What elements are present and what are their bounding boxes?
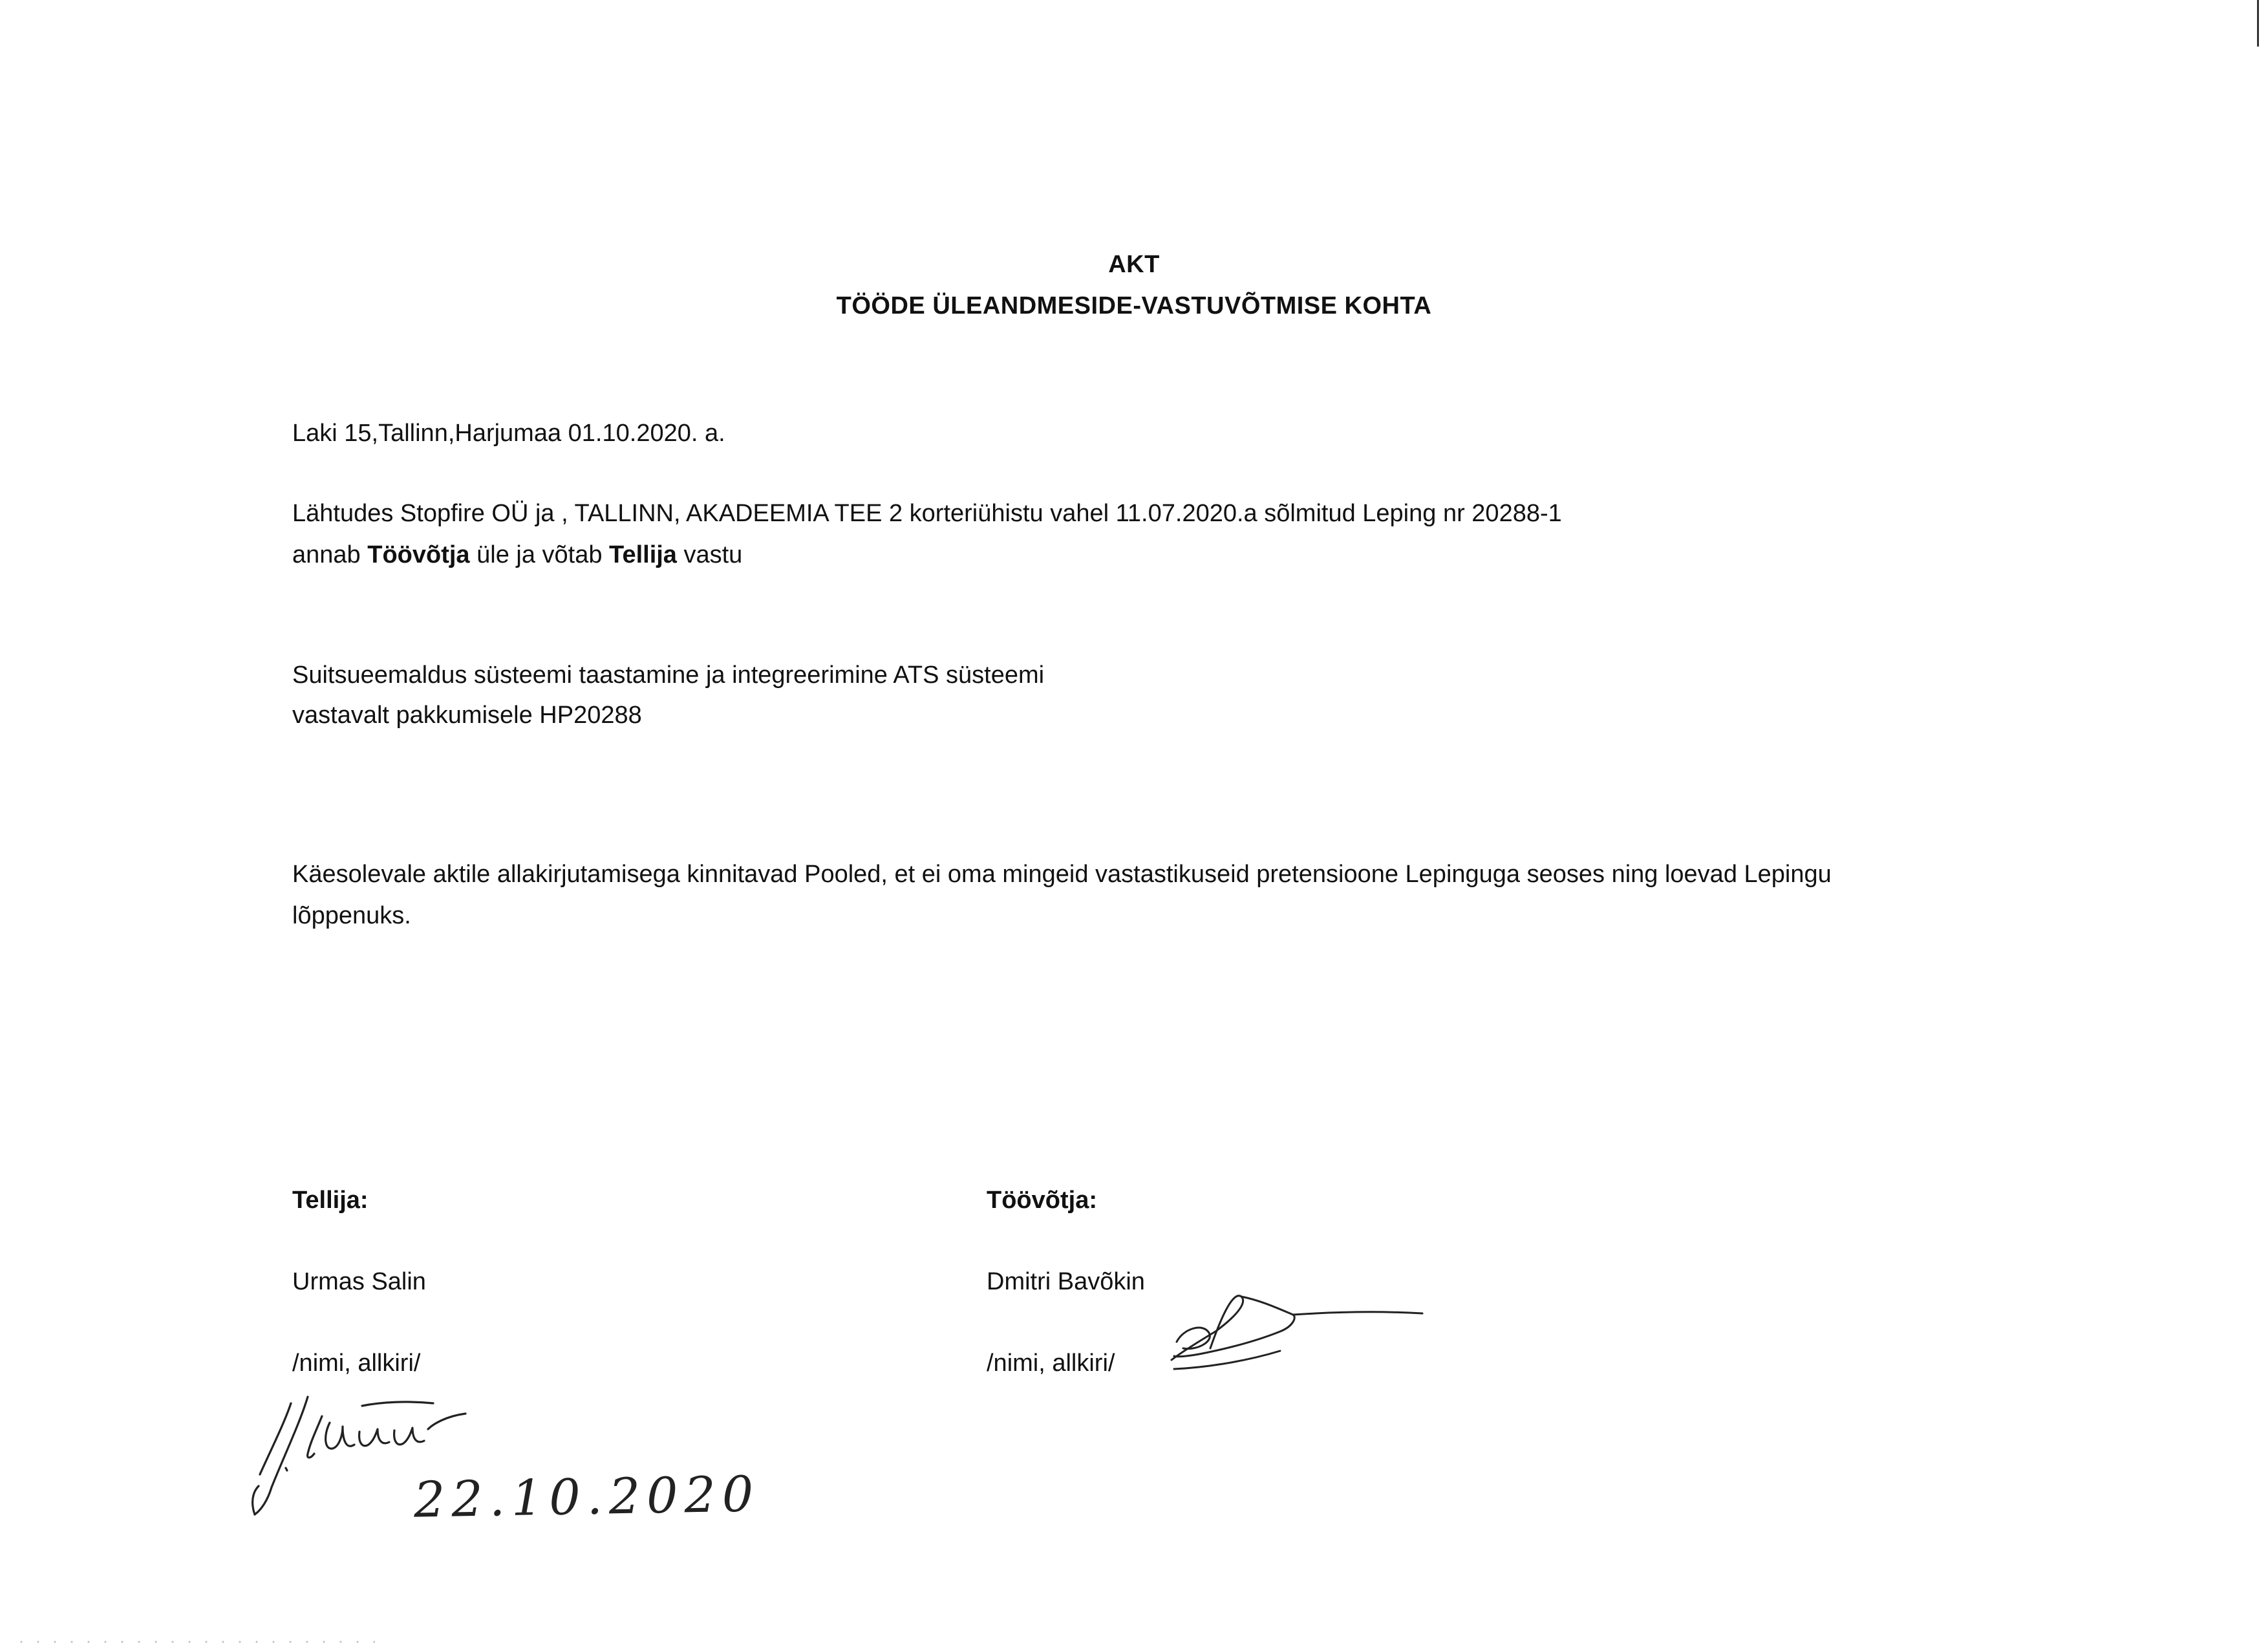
handover-suffix: vastu (676, 541, 743, 568)
place-and-date: Laki 15,Tallinn,Harjumaa 01.10.2020. a. (292, 420, 725, 447)
scan-noise (13, 1640, 375, 1644)
document-subtitle: TÖÖDE ÜLEANDMESIDE-VASTUVÕTMISE KOHTA (836, 292, 1432, 319)
handover-contractor-word: Töövõtja (367, 541, 470, 568)
handwritten-date: 22.10.2020 (413, 1465, 760, 1529)
client-signature-hint: /nimi, allkiri/ (292, 1350, 421, 1377)
confirmation-text: Käesolevale aktile allakirjutamisega kinnitavad Pooled, et ei oma mingeid vastastikuseid pretensioone Lepinguga seoses ning loevad Lepingu (292, 861, 1832, 888)
work-offer-reference: vastavalt pakkumisele HP20288 (292, 702, 642, 729)
handover-prefix: annab (292, 541, 368, 568)
confirmation-text-end: lõppenuks. (292, 902, 411, 929)
contract-basis-line: Lähtudes Stopfire OÜ ja , TALLINN, AKADEEMIA TEE 2 korteriühistu vahel 11.07.2020.a sõlmitud Leping nr 20288-1 (292, 500, 1562, 527)
client-role-label: Tellija: (292, 1187, 369, 1214)
work-description: Suitsueemaldus süsteemi taastamine ja integreerimine ATS süsteemi (292, 662, 1045, 689)
handover-line (292, 534, 742, 576)
handover-client-word: Tellija (609, 541, 677, 568)
scan-edge-mark (2257, 0, 2259, 47)
contractor-signature-hint: /nimi, allkiri/ (987, 1350, 1115, 1377)
contractor-handwritten-signature (1164, 1284, 1448, 1394)
contractor-role-label: Töövõtja: (987, 1187, 1097, 1214)
client-name: Urmas Salin (292, 1268, 426, 1295)
handover-middle: üle ja võtab (469, 541, 610, 568)
contractor-name: Dmitri Bavõkin (987, 1268, 1145, 1295)
document-title: AKT (1108, 251, 1160, 278)
